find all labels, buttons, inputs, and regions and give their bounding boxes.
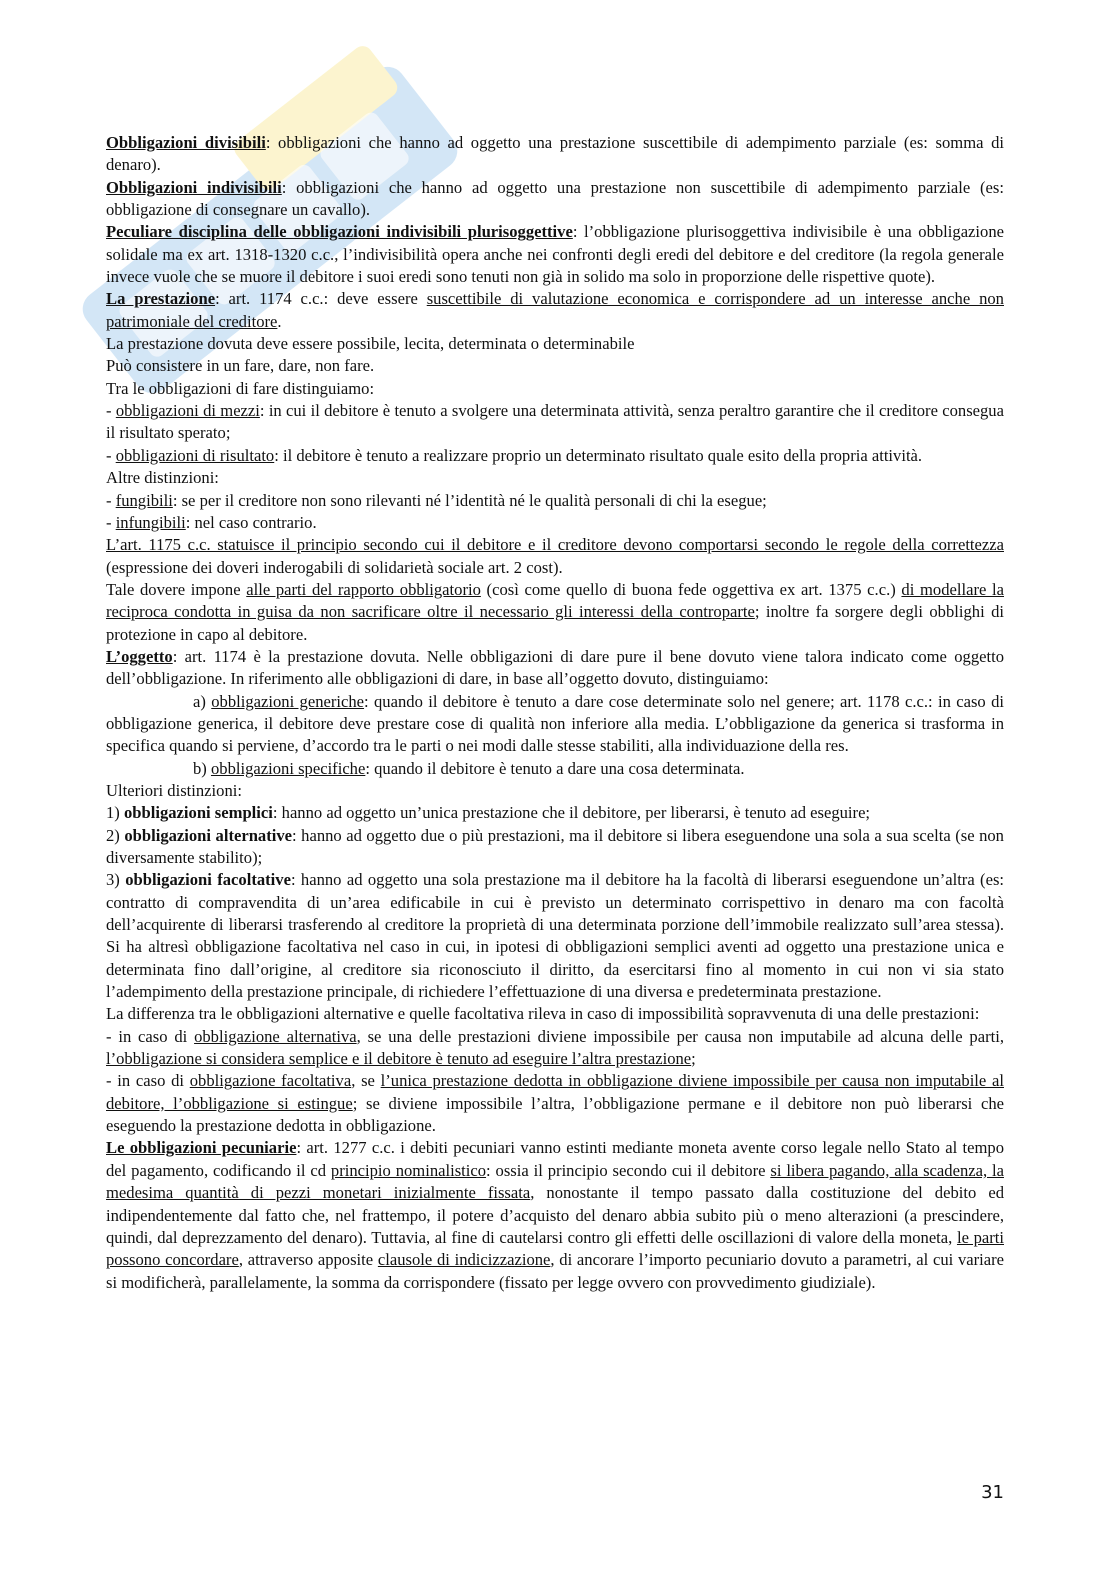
- list-item-specifiche: b) obbligazioni specifiche: quando il debitore è tenuto a dare una cosa determinata.: [193, 758, 745, 778]
- paragraph-line: Altre distinzioni:: [106, 468, 219, 488]
- paragraph-plurisoggettive: Peculiare disciplina delle obbligazioni indivisibili plurisoggettive: l’obbligazione plurisoggettiva indivisibile è una obbligazione solidale ma ex art. 1318-1320 c.c., l’indivisibilità opera anche nei confronti degli eredi del debitore e del creditore (la regola generale invece vuole che se muore il debitore i suoi eredi sono tenuti non già in solido ma solo in proporzione delle rispettive quote).: [106, 222, 1004, 287]
- list-item-caso-facoltativa: - in caso di obbligazione facoltativa, se l’unica prestazione dedotta in obbligazione diviene impossibile per causa non imputabile al debitore, l’obbligazione si estingue; se diviene impossibile l’altra, l’obbligazione permane e il debitore non può liberarsi che eseguendo la prestazione dedotta in obbligazione.: [106, 1071, 1004, 1136]
- paragraph-correttezza: L’art. 1175 c.c. statuisce il principio secondo cui il debitore e il creditore devono comportarsi secondo le regole della correttezza (espressione dei doveri inderogabili di solidarietà sociale art. 2 cost).: [106, 535, 1004, 577]
- term-obbligazioni-divisibili: Obbligazioni divisibili: [106, 133, 266, 152]
- list-item-mezzi: - obbligazioni di mezzi: in cui il debitore è tenuto a svolgere una determinata attività, senza peraltro garantire che il creditore consegua il risultato sperato;: [106, 401, 1004, 443]
- paragraph-dovere: Tale dovere impone alle parti del rapporto obbligatorio (così come quello di buona fede oggettiva ex art. 1375 c.c.) di modellare la reciproca condotta in guisa da non sacrificare oltre il necessario gli interessi della controparte; inoltre fa sorgere degli obblighi di protezione in capo al debitore.: [106, 579, 1004, 644]
- term-l-oggetto: L’oggetto: [106, 646, 173, 666]
- term-obbligazioni-indivisibili: Obbligazioni indivisibili: [106, 177, 282, 197]
- term-la-prestazione: La prestazione: [106, 289, 216, 309]
- paragraph-differenza: La differenza tra le obbligazioni alternative e quelle facoltativa rileva in caso di impossibilità sopravvenuta di una delle prestazioni:: [106, 1004, 980, 1024]
- list-item-facoltative: 3) obbligazioni facoltative: hanno ad oggetto una sola prestazione ma il debitore ha la facoltà di liberarsi eseguendone un’altra (es: contratto di compravendita di un’area edificabile in cui è previsto un determinato corrispettivo in denaro ma con facoltà dell’acquirente di liberarsi trasferendo al creditore la proprietà di una determinata porzione dell’immobile realizzato sull’area stessa). Si ha altresì obbligazione facoltativa nel caso in cui, in ipotesi di obbligazioni semplici aventi ad oggetto una prestazione unica e determinata fino dall’origine, al creditore sia riconosciuto il diritto, da esercitarsi fino al momento in cui non vi sia stato l’adempimento della prestazione principale, di richiedere l’effettuazione di una diversa e predeterminata prestazione.: [106, 870, 1005, 1002]
- paragraph-oggetto: L’oggetto: art. 1174 è la prestazione dovuta. Nelle obbligazioni di dare pure il bene dovuto viene talora indicato come oggetto dell’obbligazione. In riferimento alle obbligazioni di dare, in base all’oggetto dovuto, distinguiamo:: [106, 646, 1004, 689]
- list-item-risultato: - obbligazioni di risultato: il debitore è tenuto a realizzare proprio un determinato risultato quale esito della propria attività.: [106, 445, 923, 465]
- document-body: [106, 132, 1004, 1294]
- paragraph-line: Può consistere in un fare, dare, non fare.: [106, 356, 375, 376]
- term-plurisoggettive: Peculiare disciplina delle obbligazioni indivisibili plurisoggettive: [106, 222, 573, 242]
- paragraph-prestazione: La prestazione: art. 1174 c.c.: deve essere suscettibile di valutazione economica e corrispondere ad un interesse anche non patrimoniale del creditore.: [106, 289, 1004, 331]
- term-obbligazioni-pecuniarie: Le obbligazioni pecuniarie: [106, 1138, 297, 1158]
- paragraph-line: La prestazione dovuta deve essere possibile, lecita, determinata o determinabile: [106, 334, 635, 354]
- paragraph-line: Ulteriori distinzioni:: [106, 780, 242, 800]
- list-item-generiche: a) obbligazioni generiche: quando il debitore è tenuto a dare cose determinate solo nel genere; art. 1178 c.c.: in caso di obbligazione generica, il debitore deve prestare cose di qualità non inferiore alla media. L’obbligazione da generica si trasforma in specifica quando si perviene, d’accordo tra le parti o nei modi dalle stesse stabiliti, alla individuazione della res.: [106, 691, 1004, 756]
- list-item-fungibili: - fungibili: se per il creditore non sono rilevanti né l’identità né le qualità personali di chi la esegue;: [106, 490, 767, 510]
- list-item-semplici: 1) obbligazioni semplici: hanno ad oggetto un’unica prestazione che il debitore, per liberarsi, è tenuto ad eseguire;: [106, 803, 871, 823]
- list-item-caso-alternativa: - in caso di obbligazione alternativa, se una delle prestazioni diviene impossibile per causa non imputabile ad alcuna delle parti, l’obbligazione si considera semplice e il debitore è tenuto ad eseguire l’altra prestazione;: [106, 1026, 1004, 1069]
- paragraph-indivisibili: Obbligazioni indivisibili: obbligazioni che hanno ad oggetto una prestazione non suscettibile di adempimento parziale (es: obbligazione di consegnare un cavallo).: [106, 177, 1004, 220]
- page-number: 31: [981, 1482, 1004, 1503]
- paragraph-pecuniarie: Le obbligazioni pecuniarie: art. 1277 c.c. i debiti pecuniari vanno estinti mediante moneta avente corso legale nello Stato al tempo del pagamento, codificando il cd principio nominalistico: ossia il principio secondo cui il debitore si libera pagando, alla scadenza, la medesima quantità di pezzi monetari inizialmente fissata, nonostante il tempo passato dalla costituzione del debito ed indipendentemente dal fatto che, nel frattempo, il potere d’acquisto del denaro abbia subito più o meno alterazioni (a prescindere, quindi, dal deprezzamento del denaro). Tuttavia, al fine di cautelarsi contro gli effetti delle oscillazioni di valore della moneta, le parti possono concordare, attraverso apposite clausole di indicizzazione, di ancorare l’importo pecuniario dovuto a parametri, al cui variare si modificherà, parallelamente, la somma da corrispondere (fissato per legge ovvero con provvedimento giudiziale).: [106, 1138, 1005, 1292]
- list-item-alternative: 2) obbligazioni alternative: hanno ad oggetto due o più prestazioni, ma il debitore si libera eseguendone una sola a sua scelta (se non diversamente stabilito);: [106, 825, 1004, 867]
- list-item-infungibili: - infungibili: nel caso contrario.: [106, 512, 317, 532]
- paragraph-divisibili: Obbligazioni divisibili: obbligazioni che hanno ad oggetto una prestazione suscettibile di adempimento parziale (es: somma di denaro).: [106, 133, 1005, 175]
- paragraph-line: Tra le obbligazioni di fare distinguiamo:: [106, 378, 375, 398]
